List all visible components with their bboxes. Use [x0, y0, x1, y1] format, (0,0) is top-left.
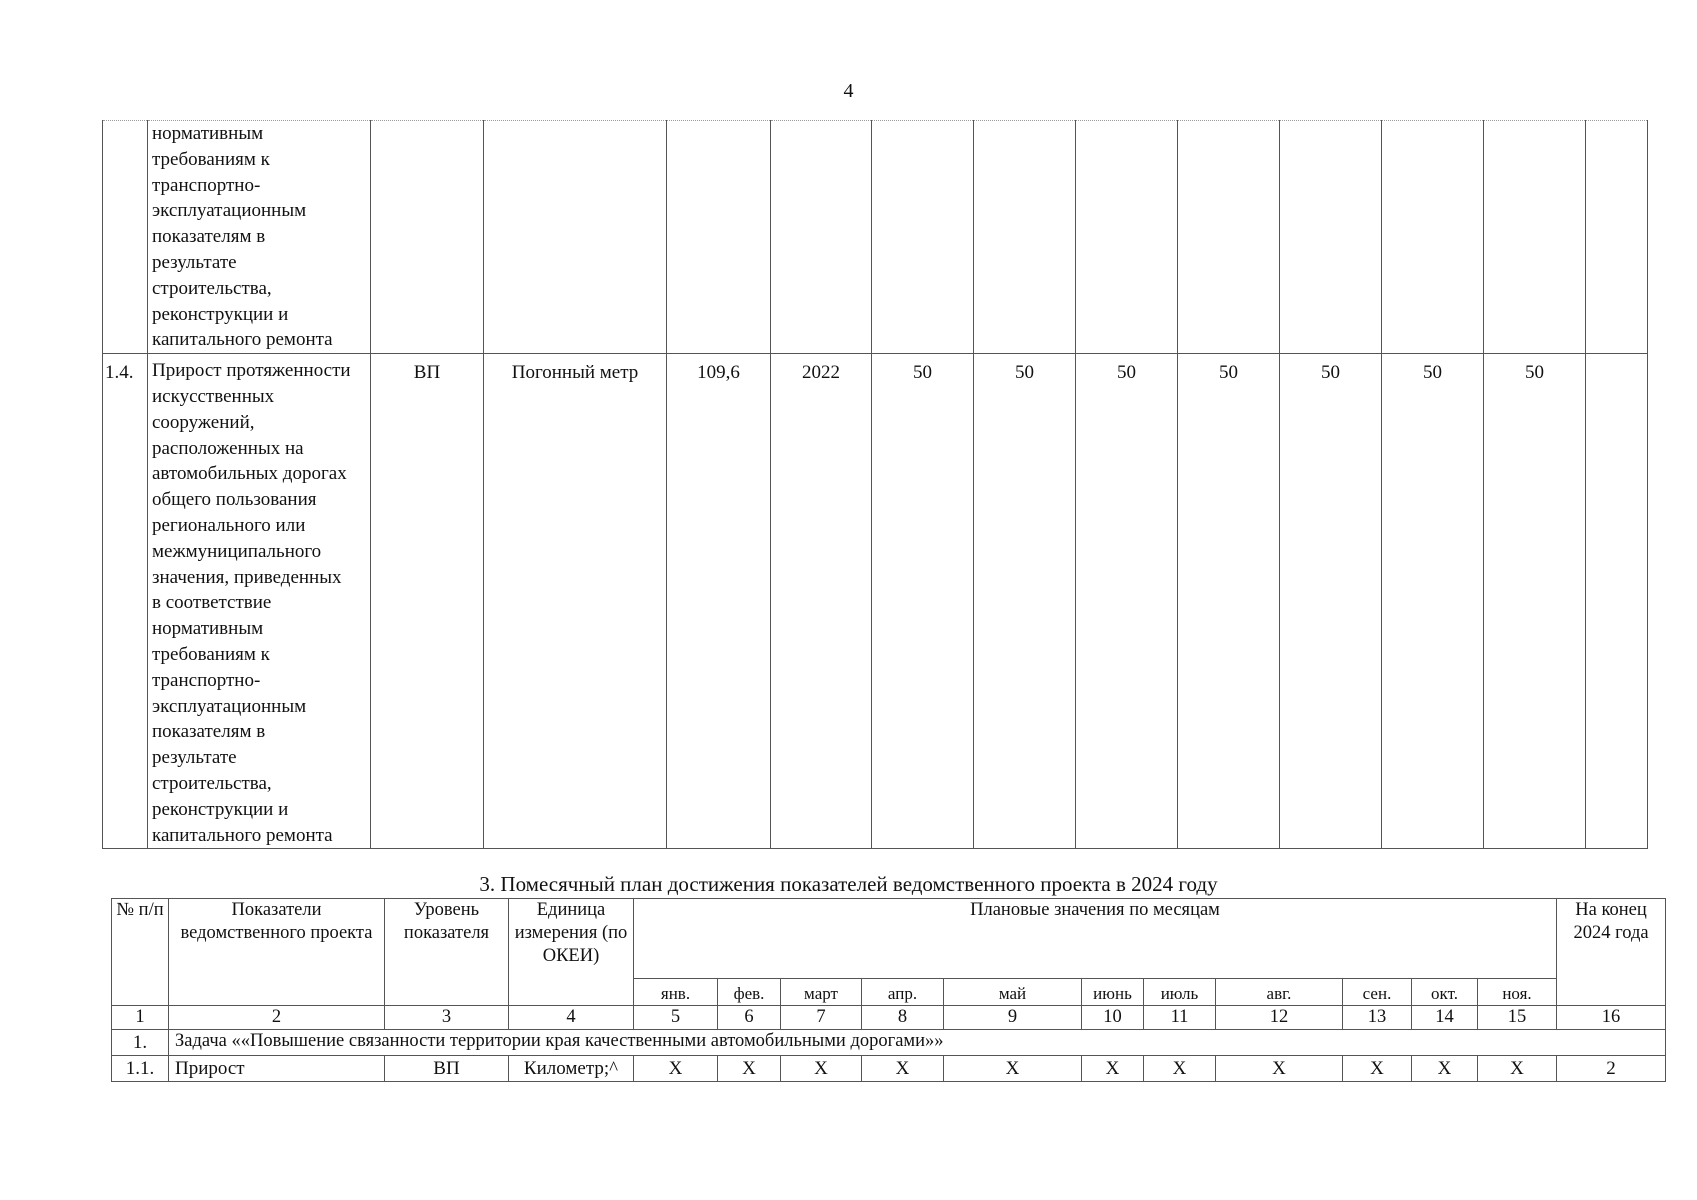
unit-of-measure: Километр;^ — [509, 1056, 634, 1082]
month-value: X — [1412, 1056, 1478, 1082]
header-indicators: Показатели ведомственного проекта — [169, 899, 385, 1006]
column-number: 15 — [1478, 1006, 1557, 1030]
column-number: 1 — [112, 1006, 169, 1030]
description-line: общего пользования — [152, 489, 317, 511]
description-line: транспортно- — [152, 174, 261, 196]
indicators-table-continuation — [102, 120, 1648, 849]
month-mar: март — [781, 979, 862, 1006]
row-number: 1.1. — [112, 1056, 169, 1082]
column-numbers-row — [112, 1006, 1666, 1030]
header-planned-values: Плановые значения по месяцам — [634, 899, 1557, 979]
table-row — [103, 121, 1648, 354]
description-line: строительства, — [152, 277, 272, 299]
month-value: X — [1478, 1056, 1557, 1082]
section-title: 3. Помесячный план достижения показателей ведомственного проекта в 2024 году — [479, 872, 1218, 896]
indicator-description — [148, 354, 371, 849]
end-of-year-value: 2 — [1557, 1056, 1666, 1082]
row-number: 1.4. — [103, 354, 148, 849]
description-line: показателям в — [152, 721, 266, 743]
month-value: X — [862, 1056, 944, 1082]
year-value: 50 — [1280, 354, 1382, 849]
task-row — [112, 1030, 1666, 1056]
column-number: 14 — [1412, 1006, 1478, 1030]
description-line: результате — [152, 251, 237, 273]
description-line: в соответствие — [152, 592, 272, 614]
column-number: 7 — [781, 1006, 862, 1030]
description-line: значения, приведенных — [152, 566, 342, 588]
unit-of-measure: Погонный метр — [484, 354, 667, 849]
month-may: май — [944, 979, 1082, 1006]
description-line: искусственных — [152, 385, 275, 407]
description-line: эксплуатационным — [152, 200, 307, 222]
month-value: X — [1082, 1056, 1144, 1082]
column-number: 6 — [718, 1006, 781, 1030]
month-oct: окт. — [1412, 979, 1478, 1006]
description-line: капитального ремонта — [152, 824, 333, 846]
month-feb: фев. — [718, 979, 781, 1006]
month-value: X — [781, 1056, 862, 1082]
indicator-description — [148, 121, 371, 354]
month-apr: апр. — [862, 979, 944, 1006]
task-number: 1. — [112, 1030, 169, 1056]
year-value: 50 — [872, 354, 974, 849]
header-row — [112, 899, 1666, 979]
base-value: 109,6 — [667, 354, 771, 849]
description-line: межмуниципального — [152, 540, 322, 562]
task-title: Задача ««Повышение связанности территории края качественными автомобильными дорогами»» — [169, 1030, 1666, 1056]
header-unit: Единица измерения (по ОКЕИ) — [509, 899, 634, 1006]
indicator-level: ВП — [385, 1056, 509, 1082]
month-jul: июль — [1144, 979, 1216, 1006]
year-value: 50 — [974, 354, 1076, 849]
month-value: X — [634, 1056, 718, 1082]
month-jun: июнь — [1082, 979, 1144, 1006]
description-line: эксплуатационным — [152, 695, 307, 717]
num-cell — [103, 121, 148, 354]
description-line: транспортно- — [152, 669, 261, 691]
column-number: 3 — [385, 1006, 509, 1030]
month-jan: янв. — [634, 979, 718, 1006]
month-value: X — [718, 1056, 781, 1082]
base-year: 2022 — [771, 354, 872, 849]
description-line: требованиям к — [152, 148, 270, 170]
year-value: 50 — [1382, 354, 1484, 849]
description-line: расположенных на — [152, 437, 304, 459]
column-number: 4 — [509, 1006, 634, 1030]
table-row — [112, 1056, 1666, 1082]
month-aug: авг. — [1216, 979, 1343, 1006]
description-line: нормативным — [152, 618, 264, 640]
header-end-of-year: На конец 2024 года — [1557, 899, 1666, 1006]
month-value: X — [1144, 1056, 1216, 1082]
description-line: реконструкции и — [152, 798, 289, 820]
indicator-level: ВП — [371, 354, 484, 849]
indicator-name: Прирост — [169, 1056, 385, 1082]
description-line: капитального ремонта — [152, 329, 333, 351]
header-level: Уровень показателя — [385, 899, 509, 1006]
column-number: 2 — [169, 1006, 385, 1030]
description-line: автомобильных дорогах — [152, 463, 347, 485]
year-value: 50 — [1178, 354, 1280, 849]
description-line: требованиям к — [152, 643, 270, 665]
description-line: регионального или — [152, 514, 306, 536]
month-sep: сен. — [1343, 979, 1412, 1006]
month-value: X — [944, 1056, 1082, 1082]
column-number: 12 — [1216, 1006, 1343, 1030]
description-line: нормативным — [152, 123, 264, 144]
column-number: 11 — [1144, 1006, 1216, 1030]
table-row — [103, 354, 1648, 849]
column-number: 5 — [634, 1006, 718, 1030]
description-line: сооружений, — [152, 411, 255, 433]
description-line: строительства, — [152, 772, 272, 794]
description-line: Прирост протяженности — [152, 360, 351, 382]
page-number: 4 — [843, 80, 854, 102]
year-value: 50 — [1484, 354, 1586, 849]
column-number: 16 — [1557, 1006, 1666, 1030]
month-value: X — [1343, 1056, 1412, 1082]
column-number: 9 — [944, 1006, 1082, 1030]
monthly-plan-table — [111, 898, 1666, 1082]
column-number: 13 — [1343, 1006, 1412, 1030]
description-line: показателям в — [152, 226, 266, 248]
month-nov: ноя. — [1478, 979, 1557, 1006]
header-num: № п/п — [112, 899, 169, 1006]
column-number: 8 — [862, 1006, 944, 1030]
description-line: реконструкции и — [152, 303, 289, 325]
month-value: X — [1216, 1056, 1343, 1082]
year-value: 50 — [1076, 354, 1178, 849]
description-line: результате — [152, 747, 237, 769]
column-number: 10 — [1082, 1006, 1144, 1030]
